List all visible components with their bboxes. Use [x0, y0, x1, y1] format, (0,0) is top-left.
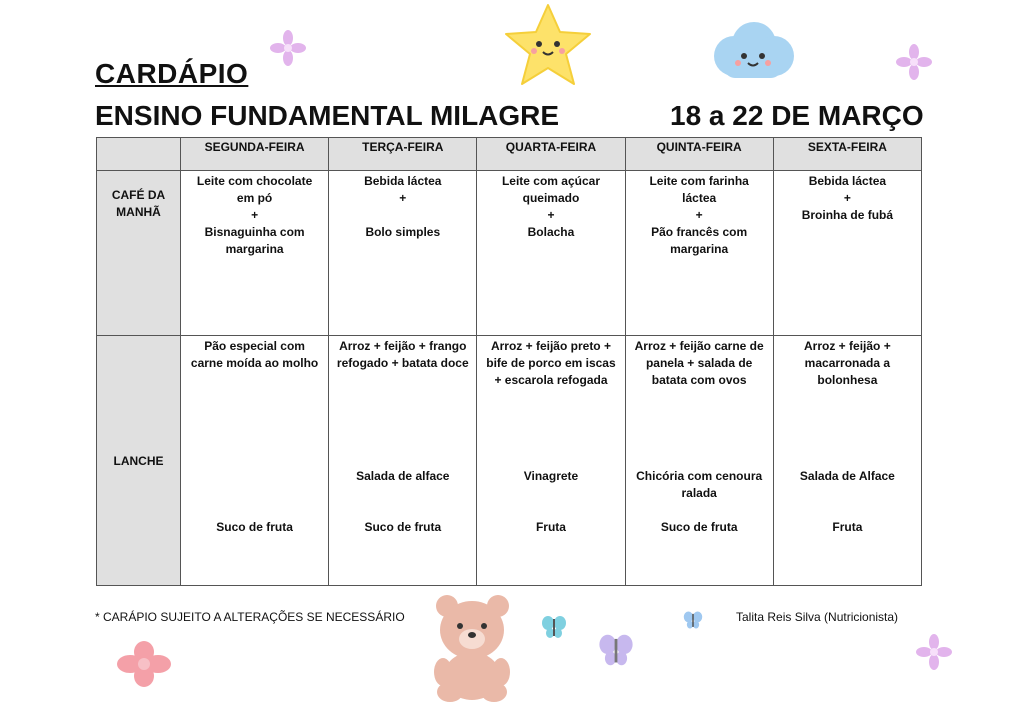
menu-item-line: Fruta — [832, 520, 863, 534]
menu-item-line: Salada de Alface — [799, 469, 895, 483]
menu-item-line: Salada de alface — [356, 469, 450, 483]
menu-item-line: Suco de fruta — [364, 520, 442, 534]
menu-item-line: Chicória com cenoura — [636, 469, 763, 483]
lunch-cell — [181, 336, 329, 586]
menu-item-line: bife de porco em iscas — [486, 356, 616, 370]
menu-item-line: Pão especial com — [204, 339, 305, 353]
day-header: QUARTA-FEIRA — [477, 138, 625, 171]
breakfast-cell — [477, 171, 625, 336]
breakfast-cell — [773, 171, 921, 336]
menu-item-line: margarina — [225, 242, 284, 256]
lunch-cell — [625, 336, 773, 586]
menu-item-line: macarronada a — [804, 356, 891, 370]
menu-item-line: Bisnaguinha com — [204, 225, 305, 239]
menu-item-line: Pão francês com — [651, 225, 748, 239]
footer-note: * CARÁPIO SUJEITO A ALTERAÇÕES SE NECESSÁRIO — [95, 610, 405, 624]
school-name: ENSINO FUNDAMENTAL MILAGRE — [95, 100, 560, 131]
menu-item-line: Broinha de fubá — [801, 208, 894, 222]
menu-item-line: Bolacha — [527, 225, 575, 239]
day-header: SEXTA-FEIRA — [773, 138, 921, 171]
day-header: QUINTA-FEIRA — [625, 138, 773, 171]
lunch-salad — [184, 468, 325, 519]
lunch-cell — [477, 336, 625, 586]
date-range: 18 a 22 DE MARÇO — [670, 100, 924, 131]
lunch-drink — [480, 519, 621, 536]
menu-item-line: Leite com farinha — [649, 174, 749, 188]
menu-item-line: refogado + batata doce — [336, 356, 469, 370]
lunch-salad — [629, 468, 770, 519]
menu-item-line: em pó — [236, 191, 273, 205]
nutritionist-signature: Talita Reis Silva (Nutricionista) — [736, 610, 899, 624]
days-header-row — [97, 138, 922, 171]
menu-item-line: Arroz + feijão + — [804, 339, 891, 353]
lunch-cell — [773, 336, 921, 586]
lunch-cell — [329, 336, 477, 586]
menu-item-line: + — [695, 208, 703, 222]
breakfast-cell — [181, 171, 329, 336]
menu-item-line: panela + salada de — [645, 356, 753, 370]
butterfly-icon — [595, 632, 637, 668]
day-header: SEGUNDA-FEIRA — [181, 138, 329, 171]
breakfast-label-line: CAFÉ DA — [111, 188, 166, 202]
corner-cell — [97, 138, 181, 171]
lunch-label: LANCHE — [97, 336, 181, 586]
menu-item-line: Leite com chocolate — [196, 174, 313, 188]
menu-item-line: ralada — [681, 486, 717, 500]
lunch-row — [97, 336, 922, 586]
breakfast-label — [97, 171, 181, 336]
lunch-main-dish — [629, 338, 770, 468]
lunch-drink — [777, 519, 918, 536]
menu-item-line: Arroz + feijão + frango — [339, 339, 467, 353]
menu-item-line: + — [547, 208, 555, 222]
menu-table — [96, 137, 922, 586]
lunch-salad — [480, 468, 621, 519]
page-title: CARDÁPIO — [95, 58, 249, 89]
menu-item-line: Fruta — [535, 520, 566, 534]
menu-item-line — [184, 468, 325, 485]
menu-item-line: + — [251, 208, 259, 222]
lunch-drink — [629, 519, 770, 536]
lilac-flower-icon — [270, 30, 306, 66]
menu-item-line: Vinagrete — [523, 469, 579, 483]
lunch-main-dish — [480, 338, 621, 468]
menu-item-line: queimado — [522, 191, 580, 205]
menu-item-line: Arroz + feijão preto + — [490, 339, 611, 353]
menu-item-line: batata com ovos — [651, 373, 747, 387]
lunch-salad — [332, 468, 473, 519]
pink-flower-icon — [115, 640, 173, 688]
breakfast-cell — [329, 171, 477, 336]
menu-item-line: margarina — [670, 242, 729, 256]
menu-item-line: Suco de fruta — [660, 520, 738, 534]
lunch-main-dish — [777, 338, 918, 468]
lilac-flower-icon — [896, 44, 932, 80]
lunch-salad — [777, 468, 918, 519]
lunch-drink — [332, 519, 473, 536]
lunch-drink — [184, 519, 325, 536]
lunch-main-dish — [184, 338, 325, 468]
menu-item-line: + escarola refogada — [494, 373, 608, 387]
butterfly-icon — [541, 614, 567, 640]
menu-item-line: carne moída ao molho — [190, 356, 319, 370]
menu-item-line: bolonhesa — [817, 373, 878, 387]
menu-item-line: Suco de fruta — [216, 520, 293, 534]
lunch-main-dish — [332, 338, 473, 468]
breakfast-label-line: MANHÃ — [116, 205, 161, 219]
day-header: TERÇA-FEIRA — [329, 138, 477, 171]
menu-item-line: + — [843, 191, 851, 205]
teddy-bear-icon — [425, 592, 520, 702]
menu-item-line — [332, 207, 473, 224]
menu-item-line: láctea — [682, 191, 717, 205]
menu-item-line: Arroz + feijão carne de — [634, 339, 764, 353]
menu-item-line: Bebida láctea — [808, 174, 887, 188]
breakfast-row — [97, 171, 922, 336]
menu-item-line: Leite com açúcar — [501, 174, 600, 188]
butterfly-icon — [683, 610, 703, 630]
menu-item-line: Bolo simples — [365, 225, 441, 239]
lilac-flower-icon — [916, 634, 952, 670]
smiling-star-icon — [503, 2, 593, 88]
menu-item-line: Bebida láctea — [364, 174, 442, 188]
smiling-cloud-icon — [704, 16, 800, 88]
menu-item-line: + — [399, 191, 407, 205]
breakfast-cell — [625, 171, 773, 336]
